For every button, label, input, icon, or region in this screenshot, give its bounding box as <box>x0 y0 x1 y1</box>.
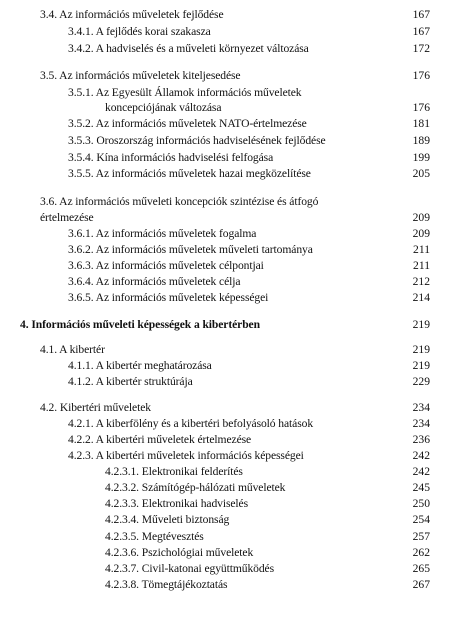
toc-entry-title: Információs műveleti képességek a kibertérben <box>31 318 260 331</box>
toc-entry-number: 3.5. <box>40 69 57 82</box>
toc-entry-number: 3.6.1. <box>68 227 94 240</box>
toc-entry-page: 176 <box>412 69 430 82</box>
toc-entry-title: Az információs műveletek hazai megközelítése <box>95 167 311 180</box>
toc-entry-3-5 <box>40 69 240 83</box>
toc-entry-title: Az információs műveletek célpontjai <box>95 259 264 272</box>
toc-entry-number: 3.5.2. <box>68 117 94 130</box>
toc-entry-3-4 <box>40 8 224 22</box>
toc-entry-title: Az információs műveletek célja <box>95 275 241 288</box>
toc-entry-page: 234 <box>412 417 430 430</box>
toc-entry-4-2-3-6 <box>105 546 253 560</box>
toc-entry-number: 4.2.3.2. <box>105 481 139 494</box>
toc-entry-title: Tömegtájékoztatás <box>141 578 228 591</box>
toc-entry-title: Elektronikai hadviselés <box>141 497 248 510</box>
toc-entry-number: 4.2.3.7. <box>105 562 139 575</box>
toc-entry-page: 267 <box>412 578 430 591</box>
toc-entry-4-1-1 <box>68 359 212 373</box>
toc-entry-4-1 <box>40 343 105 357</box>
toc-entry-title: Számítógép-hálózati műveletek <box>141 481 286 494</box>
toc-entry-page: 209 <box>412 211 430 224</box>
toc-entry-number: 4.2.2. <box>68 433 94 446</box>
toc-entry-4-2-3-4 <box>105 513 229 527</box>
toc-entry-page: 219 <box>412 343 430 356</box>
toc-entry-page: 234 <box>412 401 430 414</box>
toc-entry-3-5-1-continued <box>105 101 221 115</box>
toc-entry-title-line2: értelmezése <box>40 211 94 224</box>
toc-entry-3-5-2 <box>68 117 307 131</box>
toc-entry-page: 242 <box>412 449 430 462</box>
toc-entry-number: 4. <box>20 318 29 331</box>
toc-entry-number: 3.5.4. <box>68 151 94 164</box>
toc-entry-3-5-4 <box>68 151 273 165</box>
toc-entry-page: 181 <box>412 117 430 130</box>
toc-entry-number: 3.4.1. <box>68 25 94 38</box>
toc-entry-title: Az információs műveletek fogalma <box>95 227 257 240</box>
toc-entry-page: 205 <box>412 167 430 180</box>
toc-entry-page: 236 <box>412 433 430 446</box>
toc-entry-page: 211 <box>413 259 430 272</box>
toc-entry-title: A hadviselés és a műveleti környezet változása <box>95 42 309 55</box>
toc-entry-4-2-3-2 <box>105 481 285 495</box>
toc-entry-title: A kiberfölény és a kibertéri befolyásoló hatások <box>95 417 314 430</box>
toc-entry-title: A kibertéri műveletek információs képességei <box>95 449 304 462</box>
toc-entry-3-6-3 <box>68 259 264 273</box>
toc-entry-title: Az információs műveletek képességei <box>95 291 269 304</box>
toc-entry-title: Pszichológiai műveletek <box>141 546 254 559</box>
toc-entry-number: 3.5.3. <box>68 134 94 147</box>
toc-entry-3-6 <box>40 195 318 209</box>
toc-entry-3-6-2 <box>68 243 313 257</box>
toc-entry-page: 167 <box>412 8 430 21</box>
toc-entry-number: 4.1.2. <box>68 375 94 388</box>
toc-entry-4-1-2 <box>68 375 193 389</box>
toc-entry-number: 4.2. <box>40 401 57 414</box>
toc-entry-title: Civil-katonai együttműködés <box>141 562 275 575</box>
toc-entry-title: Az információs műveletek kiteljesedése <box>59 69 241 82</box>
toc-entry-title: Az Egyesült Államok információs műveletek <box>95 86 302 99</box>
toc-entry-title: Kibertéri műveletek <box>59 401 151 414</box>
toc-entry-title: A kibertér meghatározása <box>95 359 212 372</box>
toc-entry-page: 214 <box>412 291 430 304</box>
toc-entry-page: 242 <box>412 465 430 478</box>
toc-entry-title: Oroszország információs hadviselésének fejlődése <box>96 134 326 147</box>
toc-entry-page: 254 <box>412 513 430 526</box>
toc-entry-number: 3.6.5. <box>68 291 94 304</box>
toc-entry-title: Az információs műveletek műveleti tartománya <box>95 243 313 256</box>
toc-entry-3-5-1 <box>68 86 302 100</box>
toc-entry-4-2-3-1 <box>105 465 243 479</box>
toc-entry-3-6-4 <box>68 275 240 289</box>
toc-entry-number: 4.2.1. <box>68 417 94 430</box>
toc-entry-page: 176 <box>412 101 430 114</box>
toc-entry-4-2-3-3 <box>105 497 248 511</box>
toc-entry-number: 4.2.3. <box>68 449 94 462</box>
toc-entry-number: 4.1.1. <box>68 359 94 372</box>
toc-entry-page: 265 <box>412 562 430 575</box>
toc-entry-page: 257 <box>412 530 430 543</box>
toc-entry-4-2-3 <box>68 449 304 463</box>
toc-entry-title: Kína információs hadviselési felfogása <box>96 151 274 164</box>
toc-entry-4-2-1 <box>68 417 313 431</box>
toc-entry-title: A fejlődés korai szakasza <box>95 25 211 38</box>
toc-entry-4-2-3-5 <box>105 530 204 544</box>
toc-entry-title: A kibertéri műveletek értelmezése <box>95 433 252 446</box>
toc-entry-page: 212 <box>412 275 430 288</box>
toc-entry-title-line2: koncepciójának változása <box>105 101 222 114</box>
toc-entry-number: 4.1. <box>40 343 57 356</box>
toc-entry-page: 199 <box>412 151 430 164</box>
toc-entry-4-2-3-7 <box>105 562 274 576</box>
toc-entry-title: A kibertér <box>59 343 105 356</box>
toc-entry-page: 211 <box>413 243 430 256</box>
toc-chapter-4 <box>20 318 260 332</box>
toc-entry-number: 3.6.3. <box>68 259 94 272</box>
toc-entry-4-2-2 <box>68 433 251 447</box>
toc-entry-page: 229 <box>412 375 430 388</box>
toc-entry-3-5-3 <box>68 134 326 148</box>
toc-entry-page: 209 <box>412 227 430 240</box>
toc-entry-page: 262 <box>412 546 430 559</box>
toc-entry-page: 167 <box>412 25 430 38</box>
toc-entry-number: 4.2.3.6. <box>105 546 139 559</box>
toc-entry-title: Az információs műveleti koncepciók szintézise és átfogó <box>59 195 319 208</box>
toc-entry-title: Az információs műveletek fejlődése <box>59 8 224 21</box>
toc-entry-3-6-5 <box>68 291 268 305</box>
toc-entry-page: 189 <box>412 134 430 147</box>
toc-entry-number: 3.6. <box>40 195 57 208</box>
toc-entry-page: 219 <box>412 318 430 331</box>
toc-entry-number: 4.2.3.5. <box>105 530 139 543</box>
toc-entry-page: 219 <box>412 359 430 372</box>
toc-entry-number: 3.4. <box>40 8 57 21</box>
toc-entry-number: 3.5.5. <box>68 167 94 180</box>
toc-entry-page: 250 <box>412 497 430 510</box>
toc-entry-number: 4.2.3.8. <box>105 578 139 591</box>
toc-entry-4-2 <box>40 401 151 415</box>
toc-entry-page: 172 <box>412 42 430 55</box>
toc-entry-number: 4.2.3.1. <box>105 465 139 478</box>
toc-entry-3-6-1 <box>68 227 256 241</box>
toc-entry-number: 3.5.1. <box>68 86 94 99</box>
toc-entry-title: Megtévesztés <box>141 530 204 543</box>
toc-entry-title: A kibertér struktúrája <box>95 375 193 388</box>
toc-entry-title: Az információs műveletek NATO-értelmezése <box>95 117 307 130</box>
toc-entry-number: 3.4.2. <box>68 42 94 55</box>
toc-entry-number: 3.6.4. <box>68 275 94 288</box>
toc-entry-number: 4.2.3.3. <box>105 497 139 510</box>
toc-entry-3-6-continued <box>40 211 94 225</box>
toc-entry-page: 245 <box>412 481 430 494</box>
toc-entry-title: Elektronikai felderítés <box>141 465 243 478</box>
toc-entry-4-2-3-8 <box>105 578 227 592</box>
toc-entry-title: Műveleti biztonság <box>141 513 230 526</box>
toc-entry-3-4-2 <box>68 42 309 56</box>
toc-entry-number: 4.2.3.4. <box>105 513 139 526</box>
toc-entry-3-5-5 <box>68 167 311 181</box>
toc-entry-3-4-1 <box>68 25 211 39</box>
toc-entry-number: 3.6.2. <box>68 243 94 256</box>
